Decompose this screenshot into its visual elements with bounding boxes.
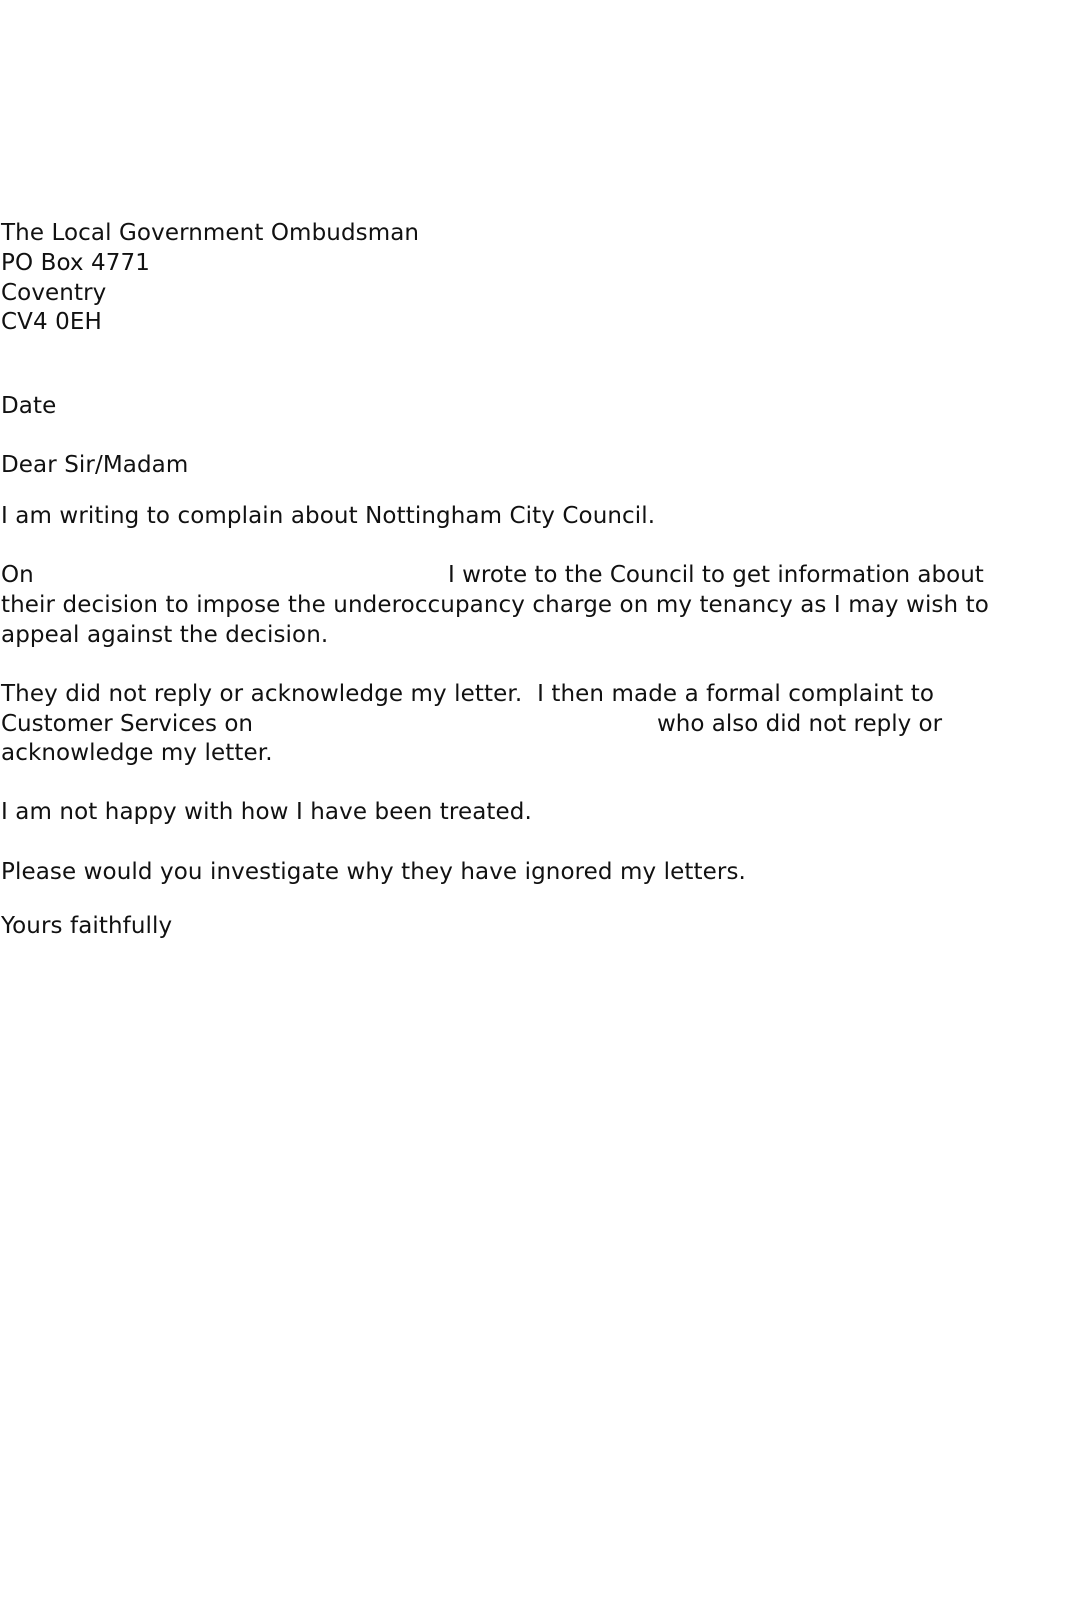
para2-line3: acknowledge my letter. [1,740,273,766]
date-label: Date [1,393,57,419]
recipient-city: Coventry [1,280,107,306]
recipient-name: The Local Government Ombudsman [1,220,420,246]
intro-paragraph: I am writing to complain about Nottingham City Council. [1,503,656,529]
para1-line1-start: On [1,562,34,588]
para1-line2: their decision to impose the underoccupancy charge on my tenancy as I may wish to [1,592,989,618]
para1-line3: appeal against the decision. [1,622,329,648]
paragraph-not-happy: I am not happy with how I have been treated. [1,799,532,825]
recipient-po-box: PO Box 4771 [1,250,150,276]
para1-line1-end: I wrote to the Council to get information about [448,562,984,588]
para2-line1: They did not reply or acknowledge my letter. I then made a formal complaint to [1,681,935,707]
para2-line2-end: who also did not reply or [657,711,943,737]
closing: Yours faithfully [1,913,173,939]
salutation: Dear Sir/Madam [1,452,189,478]
recipient-postcode: CV4 0EH [1,309,102,335]
paragraph-request: Please would you investigate why they have ignored my letters. [1,859,746,885]
para2-line2-start: Customer Services on [1,711,253,737]
